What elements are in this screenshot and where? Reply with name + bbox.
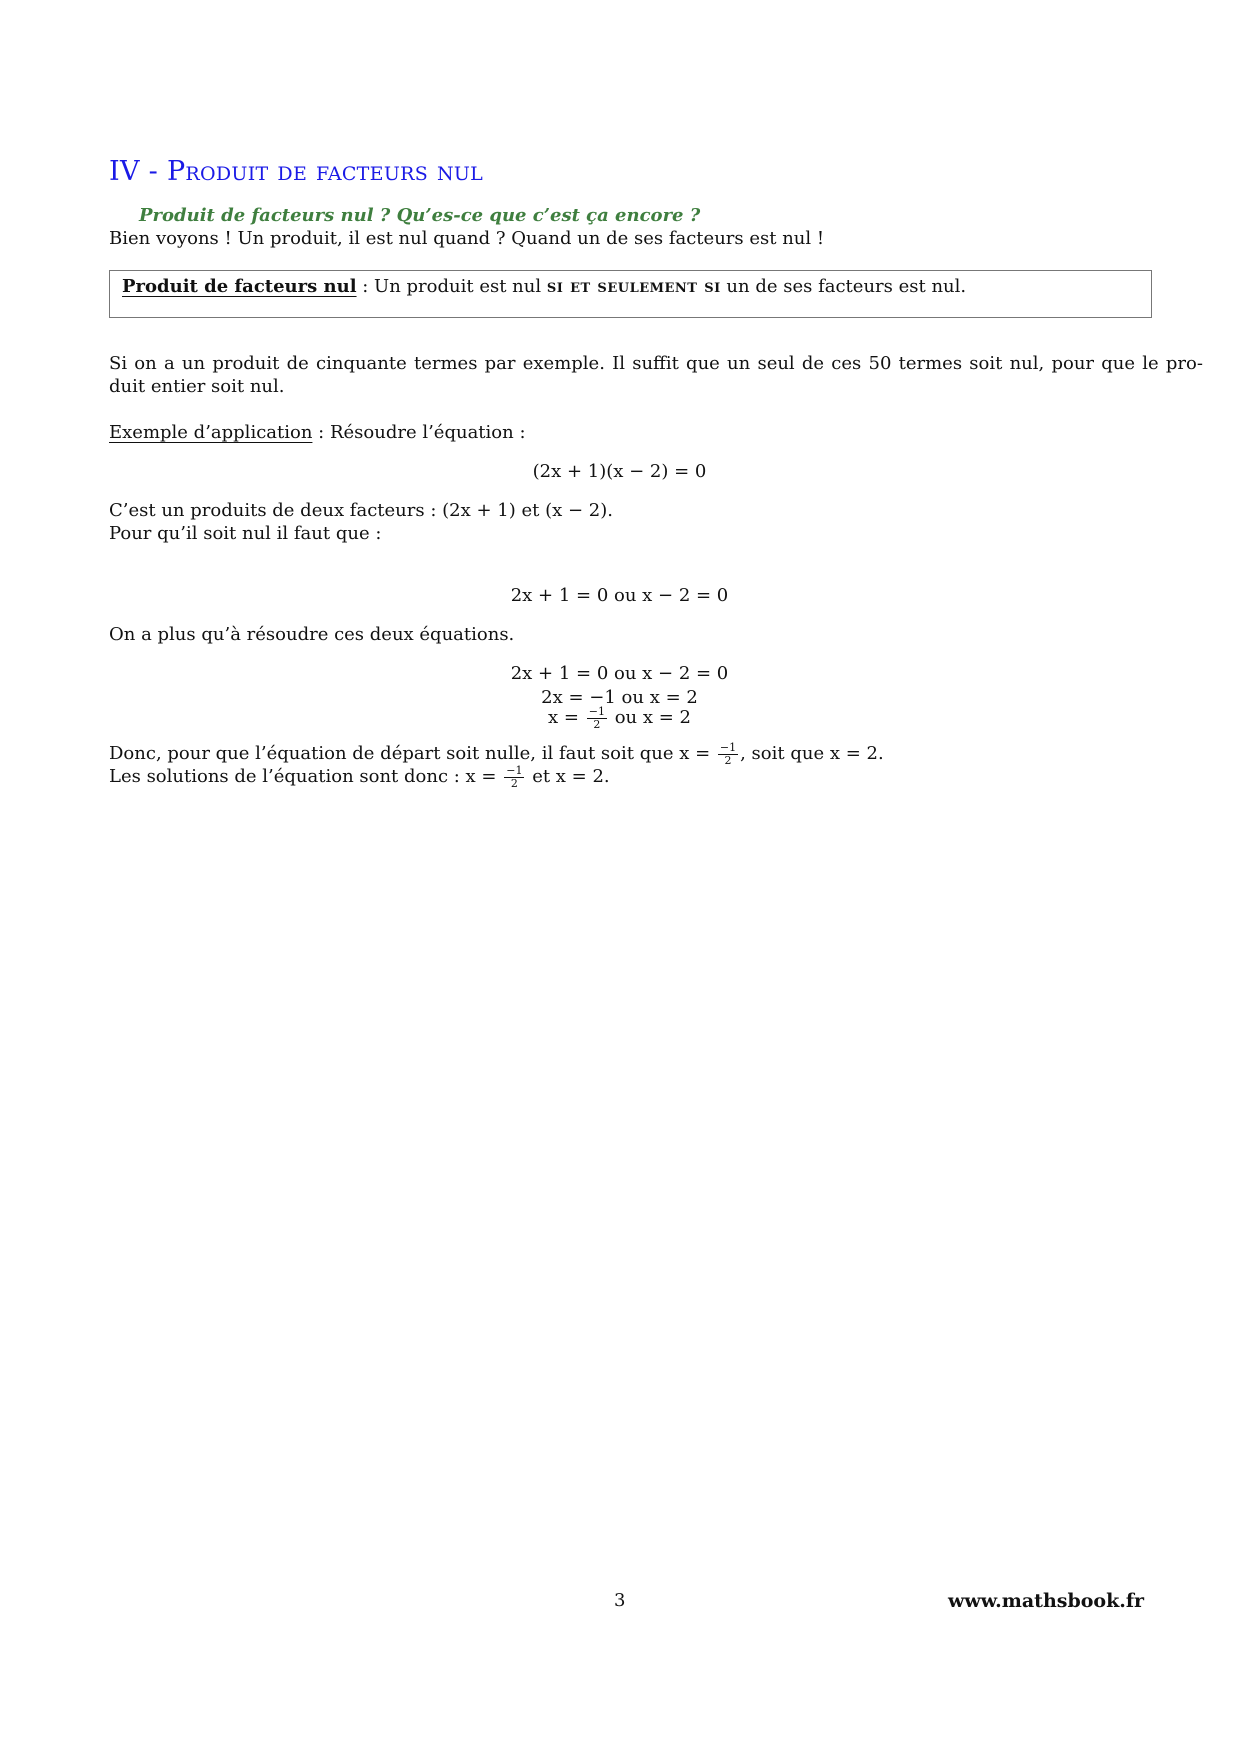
- step-1: 2x + 1 = 0 ou x − 2 = 0: [510, 663, 729, 684]
- example-label: Exemple d’application: [109, 422, 313, 443]
- para2-line1: C’est un produits de deux facteurs : (2x + 1) et (x − 2).: [109, 500, 613, 521]
- section-title: IV - Produit de facteurs nul: [109, 156, 484, 187]
- definition-text: [122, 276, 966, 297]
- para2-line2: Pour qu’il soit nul il faut que :: [109, 523, 382, 544]
- example-line: [109, 424, 526, 442]
- page-number: 3: [614, 1590, 626, 1611]
- definition-sep: : Un produit est nul: [356, 276, 547, 297]
- fraction: $\frac{-1}{2}$: [719, 741, 737, 767]
- intro-text: Bien voyons ! Un produit, il est nul quand ? Quand un de ses facteurs est nul !: [109, 228, 825, 249]
- fraction: $\frac{-1}{2}$: [588, 705, 605, 731]
- step-3: x = $\frac{-1}{2}$ ou x = 2: [548, 705, 691, 731]
- definition-rest: un de ses facteurs est nul.: [720, 276, 967, 297]
- fraction: $\frac{-1}{2}$: [506, 764, 523, 790]
- section-subtitle: Produit de facteurs nul ? Qu’es-ce que c’est ça encore ?: [139, 205, 701, 226]
- para3: On a plus qu’à résoudre ces deux équations.: [109, 624, 515, 645]
- definition-emphasis: si et seulement si: [546, 276, 721, 297]
- example-rest: : Résoudre l’équation :: [312, 422, 526, 443]
- equation2: 2x + 1 = 0 ou x − 2 = 0: [510, 585, 729, 606]
- conclusion-line1: Donc, pour que l’équation de départ soit nulle, il faut soit que x = $\frac{-1}{2}$ , soit que x = 2.: [109, 741, 884, 767]
- step-2: 2x = −1 ou x = 2: [541, 687, 698, 708]
- example-equation: (2x + 1)(x − 2) = 0: [532, 461, 707, 482]
- footer-url: www.mathsbook.fr: [948, 1590, 1145, 1612]
- definition-box: [109, 270, 1152, 318]
- para1-line2: duit entier soit nul.: [109, 376, 285, 397]
- conclusion-line2: Les solutions de l’équation sont donc : x = $\frac{-1}{2}$ et x = 2.: [109, 764, 610, 790]
- definition-term: Produit de facteurs nul: [122, 276, 357, 297]
- para1-line1: Si on a un produit de cinquante termes par exemple. Il suffit que un seul de ces 50 termes soit nul, pour que le pro-: [109, 353, 1203, 374]
